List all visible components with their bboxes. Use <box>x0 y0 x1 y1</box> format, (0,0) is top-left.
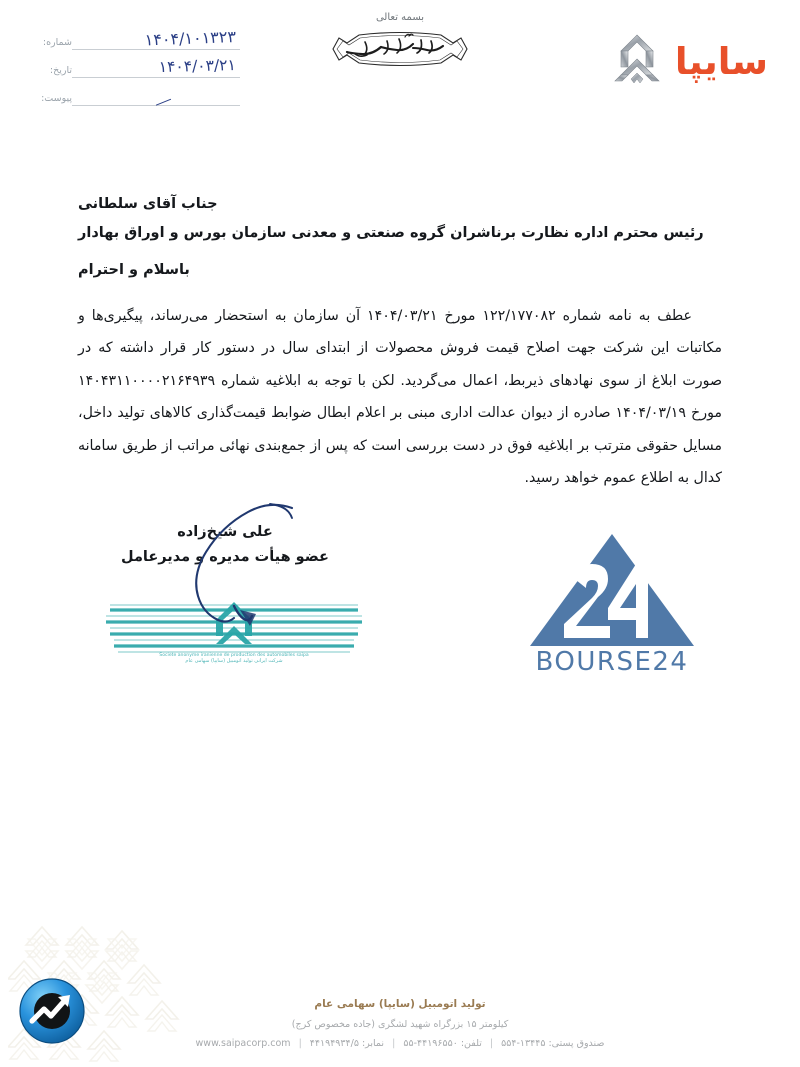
letter-content <box>78 190 722 494</box>
signatory-name: علی شیخ‌زاده <box>177 524 273 540</box>
footer-phone-value: ۴۴۱۹۶۵۵۰-۵۵ <box>403 1038 458 1049</box>
stamp-persian-text: شرکت ایرانی تولید اتومبیل (سایپا) سهامی عام <box>185 658 283 664</box>
footer-separator-2: | <box>392 1038 396 1049</box>
reference-date-rule <box>72 55 240 78</box>
reference-attachment-rule <box>72 83 240 106</box>
attachment-tick-mark <box>153 91 171 105</box>
reference-block <box>30 22 240 106</box>
reference-date-row <box>30 50 240 78</box>
footer-contact-line <box>0 1034 800 1053</box>
letter-footer <box>0 995 800 1053</box>
rising-chart-badge-icon <box>18 977 86 1045</box>
footer-separator-1: | <box>489 1038 494 1049</box>
reference-number-row <box>30 22 240 50</box>
stamp-french-text: Societe anonyme iranienne de production des automobiles saipa <box>159 653 309 658</box>
saipa-wordmark: سایپا <box>674 39 768 83</box>
addressee-line-2: رئیس محترم اداره نظارت برناشران گروه صنعتی و معدنی سازمان بورس و اوراق بهادار <box>78 225 704 241</box>
footer-phone-label: تلفن: <box>460 1038 482 1049</box>
footer-website-link[interactable]: www.saipacorp.com <box>195 1038 291 1049</box>
saipa-brand-lockup <box>598 30 768 92</box>
bourse24-wordmark: BOURSE24 <box>535 647 689 677</box>
reference-number-rule <box>72 27 240 50</box>
footer-fax-label: نمابر: <box>361 1038 385 1049</box>
basmala-block <box>300 12 500 70</box>
reference-date-value: ۱۴۰۴/۰۳/۲۱ <box>158 56 236 77</box>
letter-header <box>0 0 800 118</box>
footer-company-text: تولید اتومبیل (سایپا) سهامی عام <box>314 998 486 1011</box>
footer-pobox-label: صندوق پستی: <box>548 1038 605 1049</box>
signatory-title: عضو هیأت مدیره و مدیرعامل <box>121 549 329 566</box>
saipa-chevron-logo-icon <box>607 33 667 89</box>
reference-date-label: تاریخ: <box>49 65 72 76</box>
letter-body-paragraph: عطف به نامه شماره ۱۲۲/۱۷۷۰۸۲ مورخ ۱۴۰۴/۰۳/۲۱ آن سازمان به استحضار می‌رساند، پیگیری‌ها و مکاتبات این شرکت جهت اصلاح قیمت فروش محصولات از ابتدای سال در دستور کار قرار داشته که در صورت ابلاغ از سوی نهادهای ذیربط، اعمال می‌گردید. لکن با توجه به ابلاغیه شماره ۱۴۰۴۳۱۱۰۰۰۰۲۱۶۴۹۳۹ مورخ ۱۴۰۴/۰۳/۱۹ صادره از دیوان عدالت اداری مبنی بر اعلام ابطال ضوابط قیمت‌گذاری کالاهای تولید داخل، مسایل حقوقی مترتب بر ابلاغیه فوق در دست بررسی است که پس از جمع‌بندی نهائی مراتب از طریق سامانه کدال به اطلاع عموم خواهد رسید. <box>78 308 722 486</box>
reference-number-value: ۱۴۰۴/۱۰۱۳۲۳ <box>144 27 236 50</box>
footer-pobox-value: ۱۳۴۴۵-۵۵۴ <box>501 1038 546 1049</box>
addressee-line-1: جناب آقای سلطانی <box>78 196 218 212</box>
footer-fax-value: ۴۴۱۹۴۹۳۴/۵ <box>309 1038 359 1049</box>
footer-company-name <box>0 995 800 1015</box>
basmala-text: بسمه تعالی <box>375 12 425 23</box>
bourse24-logo <box>524 528 700 678</box>
reference-attachment-label: پیوست: <box>41 93 72 104</box>
greeting-line: باسلام و احترام <box>78 262 190 278</box>
addressee-block <box>78 190 722 248</box>
footer-address: کیلومتر ۱۵ بزرگراه شهید لشگری (جاده مخصوص کرج) <box>291 1019 509 1030</box>
reference-attachment-row <box>30 78 240 106</box>
reference-number-label: شماره: <box>42 37 72 48</box>
calligraphy-cartouche-icon <box>325 28 475 70</box>
company-stamp <box>100 602 368 664</box>
footer-separator-3: | <box>298 1038 302 1049</box>
signature-block <box>90 520 360 664</box>
